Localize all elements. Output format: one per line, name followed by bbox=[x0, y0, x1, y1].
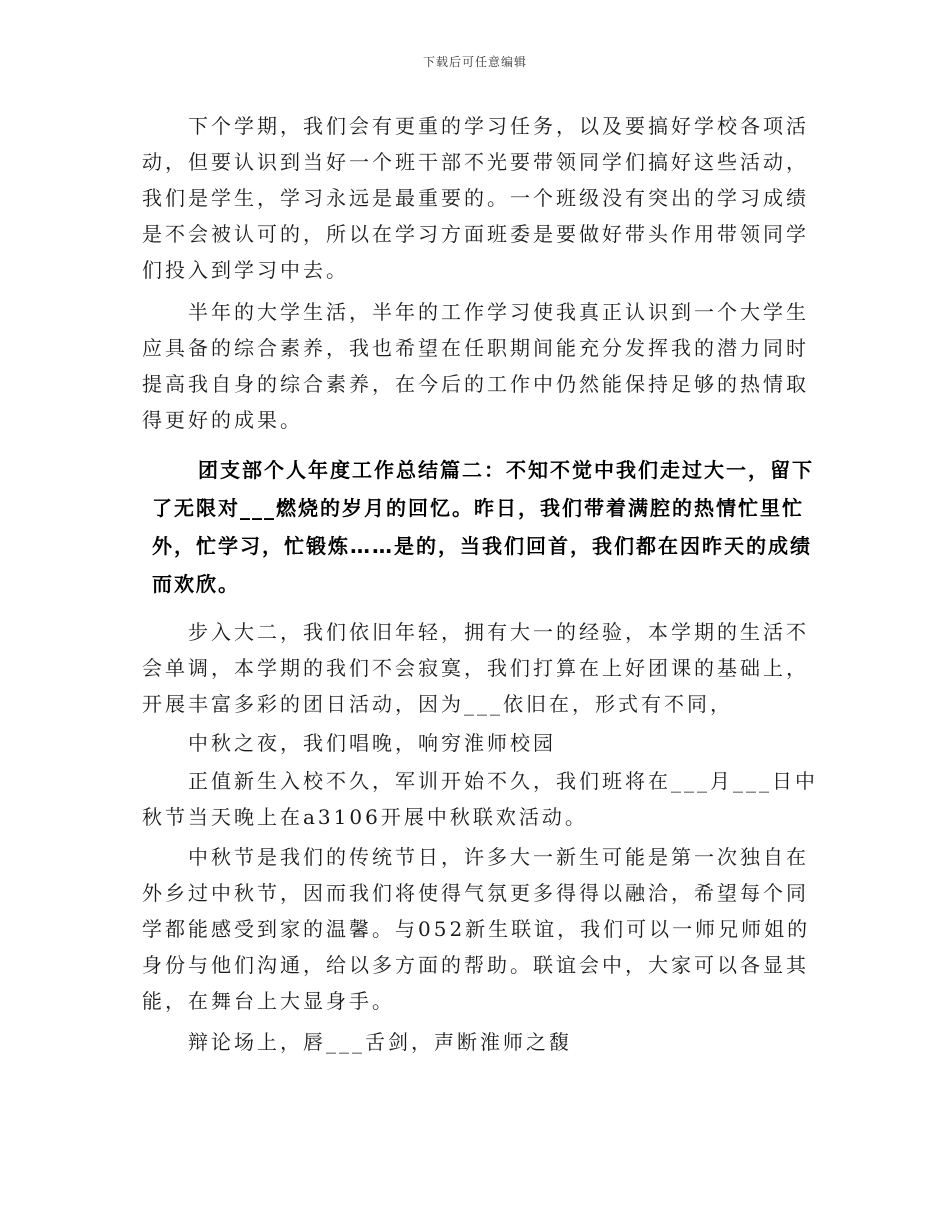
subheading-mid-autumn-night: 中秋之夜，我们唱晚，响穷淮师校园 bbox=[188, 731, 556, 755]
paragraph-new-students: 正值新生入校不久，军训开始不久，我们班将在___月___日中秋节当天晚上在a3106开展中秋联欢活动。 bbox=[142, 769, 818, 829]
page-header: 下载后可任意编辑 bbox=[422, 55, 527, 69]
section-heading-part-two: 团支部个人年度工作总结篇二：不知不觉中我们走过大一，留下了无限对___燃烧的岁月的回忆。昨日，我们带着满腔的热情忙里忙外，忙学习，忙锻炼……是的，当我们回首，我们都在因昨天的成绩而欢欣。 bbox=[152, 458, 814, 596]
paragraph-mid-autumn-festival: 中秋节是我们的传统节日，许多大一新生可能是第一次独自在外乡过中秋节，因而我们将使得气氛更多得得以融洽，希望每个同学都能感受到家的温馨。与052新生联谊，我们可以一师兄师姐的身份与他们沟通，给以多方面的帮助。联谊会中，大家可以各显其能，在舞台上大显身手。 bbox=[142, 845, 811, 1013]
paragraph-half-year: 半年的大学生活，半年的工作学习使我真正认识到一个大学生应具备的综合素养，我也希望在任职期间能充分发挥我的潜力同时提高我自身的综合素养，在今后的工作中仍然能保持足够的热情取得更好的成果。 bbox=[142, 300, 809, 432]
paragraph-next-semester: 下个学期，我们会有更重的学习任务，以及要搞好学校各项活动，但要认识到当好一个班干部不光要带领同学们搞好这些活动，我们是学生，学习永远是最重要的。一个班级没有突出的学习成绩是不会被认可的，所以在学习方面班委是要做好带头作用带领同学们投入到学习中去。 bbox=[142, 114, 809, 282]
paragraph-entering-sophomore: 步入大二，我们依旧年轻，拥有大一的经验，本学期的生活不会单调，本学期的我们不会寂寞，我们打算在上好团课的基础上，开展丰富多彩的团日活动，因为___依旧在，形式有不同， bbox=[142, 620, 809, 716]
subheading-debate: 辩论场上，唇___舌剑，声断淮师之馥 bbox=[188, 1030, 572, 1054]
